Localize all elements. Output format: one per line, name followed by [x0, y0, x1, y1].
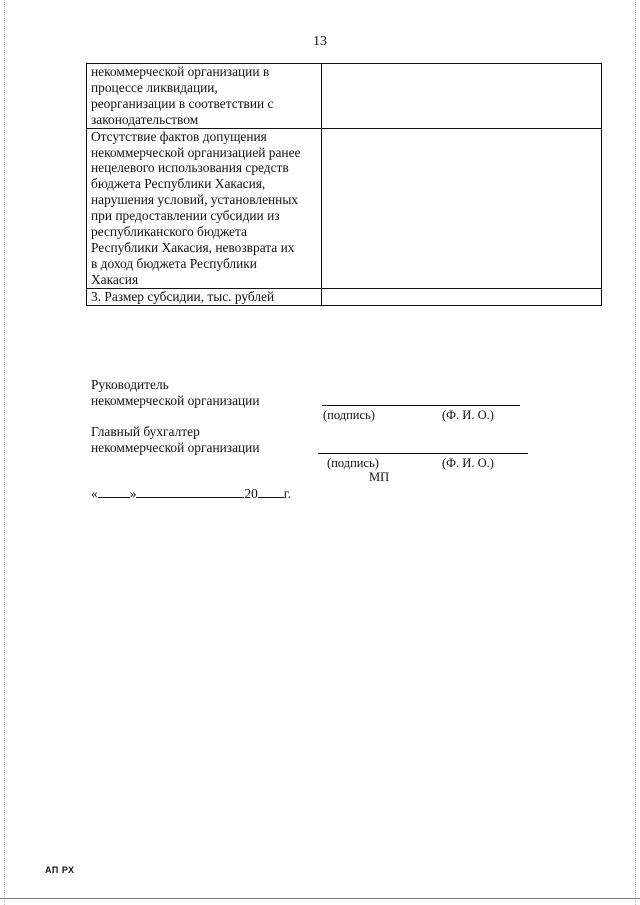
scan-edge-right: [635, 0, 636, 905]
criterion-cell: [87, 64, 322, 129]
scan-edge-left: [4, 0, 5, 905]
criterion-text: Отсутствие фактов допущения некоммерческой организацией ранее нецелевого использования средств бюджета Республики Хакасия, нарушения условий, установленных при предоставлении субсидии из республиканского бюджета Республики Хакасия, невозврата их в доход бюджета Республики Хакасия: [91, 128, 301, 287]
head-signature-line: [322, 405, 520, 406]
value-cell: [322, 288, 602, 305]
table-row: [87, 64, 602, 129]
accountant-signature-caption: (подпись): [327, 456, 379, 470]
year-suffix: г.: [283, 486, 292, 501]
date-line: [91, 485, 291, 502]
scan-edge-bottom: [0, 898, 640, 899]
head-signature-caption: (подпись): [323, 408, 375, 422]
criterion-cell: [87, 128, 322, 288]
accountant-title: Главный бухгалтер некоммерческой организации: [91, 424, 260, 455]
value-cell: [322, 128, 602, 288]
footer-stamp: АП РХ: [45, 865, 75, 875]
criterion-text: 3. Размер субсидии, тыс. рублей: [91, 288, 275, 304]
table-row: [87, 288, 602, 305]
seal-label: МП: [369, 470, 390, 484]
date-open-quote: «: [91, 486, 98, 501]
criterion-cell: [87, 288, 322, 305]
criterion-text: некоммерческой организации в процессе ликвидации, реорганизации в соответствии с законодательством: [91, 64, 274, 127]
head-title: Руководитель некоммерческой организации: [91, 377, 260, 408]
month-blank: [136, 485, 244, 498]
head-name-caption: (Ф. И. О.): [442, 408, 494, 422]
criteria-table: [86, 63, 602, 306]
page-number: 13: [313, 34, 327, 49]
date-close-quote: »: [129, 486, 137, 501]
day-blank: [98, 485, 130, 498]
accountant-name-caption: (Ф. И. О.): [442, 456, 494, 470]
table-row: [87, 128, 602, 288]
accountant-signature-line: [318, 453, 528, 454]
year-prefix: 20: [244, 486, 258, 501]
year-blank: [258, 485, 284, 498]
value-cell: [322, 64, 602, 129]
